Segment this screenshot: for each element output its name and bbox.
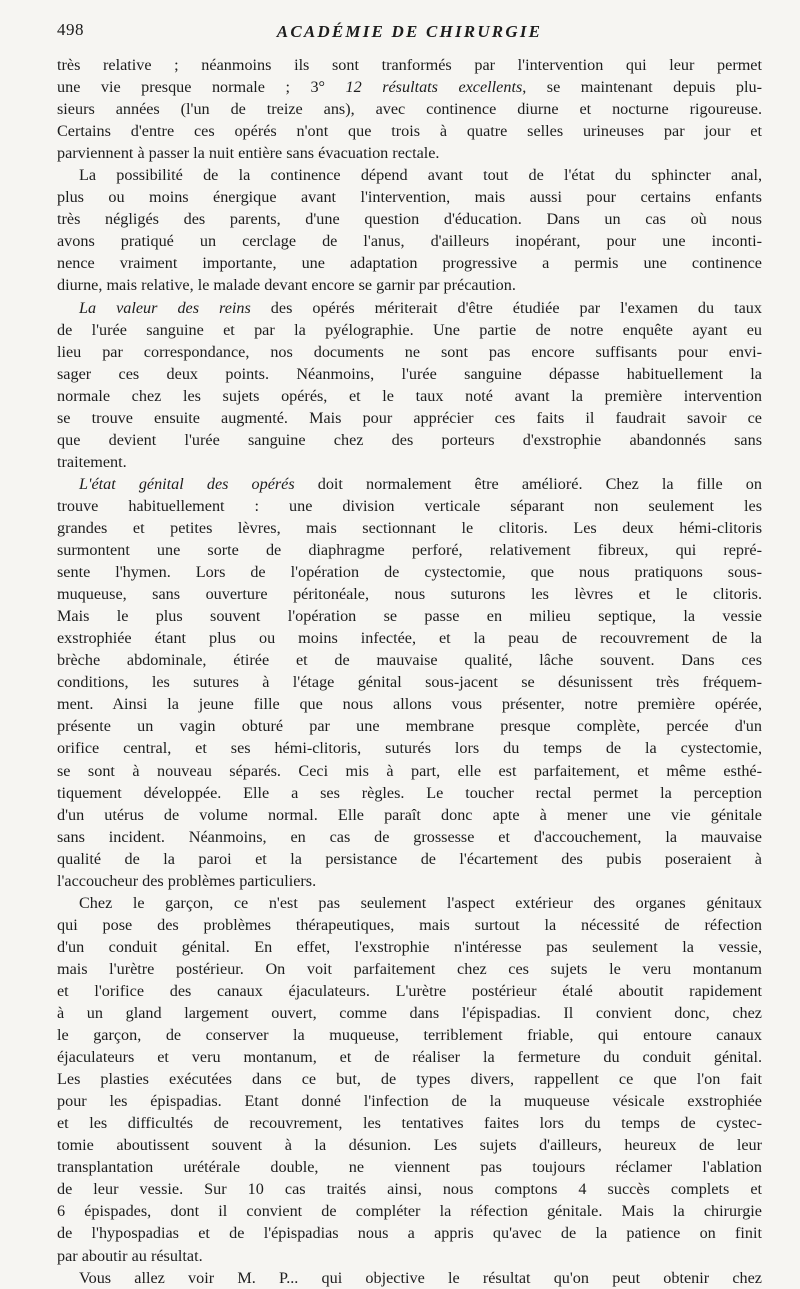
text-line: exstrophiée étant plus ou moins infectée, et la peau de recouvrement de la: [57, 629, 762, 648]
running-head: ACADÉMIE DE CHIRURGIE: [276, 22, 543, 41]
body-text: [57, 54, 762, 1289]
text-line: 6 épispades, dont il convient de compléter la réfection génitale. Mais la chirurgie: [57, 1202, 762, 1221]
text-line: et l'orifice des canaux éjaculateurs. L'urètre postérieur étalé aboutit rapidement: [57, 981, 762, 1000]
text-line: ment. Ainsi la jeune fille que nous allons vous présenter, notre première opérée,: [57, 695, 762, 714]
text-line: de l'hypospadias et de l'épispadias nous a appris qu'avec de la patience on finit: [57, 1224, 762, 1243]
text-line: et les difficultés de recouvrement, les tentatives faites lors du temps de cystec-: [57, 1114, 762, 1133]
text-line: Chez le garçon, ce n'est pas seulement l'aspect extérieur des organes génitaux: [79, 893, 762, 912]
text-line: très négligés des parents, d'une question d'éducation. Dans un cas où nous: [57, 210, 762, 229]
paragraph: [57, 892, 762, 1267]
text-line: Les plasties exécutées dans ce but, de types divers, rappellent ce que l'on fait: [57, 1070, 762, 1089]
text-line: mais l'urètre postérieur. On voit parfaitement chez ces sujets le veru montanum: [57, 959, 762, 978]
text-line: brèche abdominale, étirée et de mauvaise qualité, lâche souvent. Dans ces: [57, 651, 762, 670]
text-line: transplantation urétérale double, ne viennent pas toujours réclamer l'ablation: [57, 1158, 762, 1177]
text-line: muqueuse, sans ouverture péritonéale, nous suturons les lèvres et le clitoris.: [57, 585, 762, 604]
text-line: trouve habituellement : une division verticale séparant non seulement les: [57, 496, 762, 515]
text-line: le garçon, de conserver la muqueuse, terriblement friable, qui entoure canaux: [57, 1026, 762, 1045]
text-line: Certains d'entre ces opérés n'ont que trois à quatre selles urineuses par jour et: [57, 122, 762, 141]
text-line: L'état génital des opérés doit normalement être amélioré. Chez la fille on: [79, 474, 762, 493]
text-line: conditions, les sutures à l'étage génital sous-jacent se désunissent très fréquem-: [57, 673, 762, 692]
text-line: normale chez les sujets opérés, et le taux noté avant la première intervention: [57, 386, 762, 405]
text-line: plus ou moins énergique avant l'intervention, mais aussi pour certains enfants: [57, 188, 762, 207]
text-line: La possibilité de la continence dépend avant tout de l'état du sphincter anal,: [79, 166, 762, 185]
text-line: Mais le plus souvent l'opération se passe en milieu septique, la vessie: [57, 607, 762, 626]
text-line: traitement.: [57, 452, 127, 471]
text-line: d'un conduit génital. En effet, l'exstrophie n'intéresse pas seulement la vessie,: [57, 937, 762, 956]
paragraph: [57, 473, 762, 892]
text-line: à un gland largement ouvert, comme dans l'épispadias. Il convient donc, chez: [57, 1004, 762, 1023]
text-line: de leur vessie. Sur 10 cas traités ainsi, nous comptons 4 succès complets et: [57, 1180, 762, 1199]
text-line: très relative ; néanmoins ils sont tranformés par l'intervention qui leur permet: [57, 56, 762, 74]
page-number: 498: [57, 20, 84, 39]
text-line: qui pose des problèmes thérapeutiques, mais surtout la nécessité de réfection: [57, 915, 762, 934]
text-line: Vous allez voir M. P... qui objective le résultat qu'on peut obtenir chez: [79, 1268, 762, 1287]
text-line: surmontent une sorte de diaphragme perforé, relativement fibreux, qui repré-: [57, 541, 762, 560]
text-line: lieu par correspondance, nos documents ne sont pas encore suffisants pour envi-: [57, 342, 762, 361]
paragraph: [57, 297, 762, 473]
text-line: par aboutir au résultat.: [57, 1246, 203, 1265]
text-line: présente un vagin obturé par une membrane presque complète, percée d'un: [57, 717, 762, 736]
text-line: avons pratiqué un cerclage de l'anus, d'ailleurs inopérant, pour une inconti-: [57, 232, 762, 251]
text-line: tomie aboutissent souvent à la désunion. Les sujets d'ailleurs, heureux de leur: [57, 1136, 762, 1155]
text-line: de l'urée sanguine et par la pyélographie. Une partie de notre enquête ayant eu: [57, 320, 762, 339]
text-line: pour les épispadias. Etant donné l'infection de la muqueuse vésicale exstrophiée: [57, 1092, 762, 1111]
text-line: qualité de la paroi et la persistance de l'écartement des pubis poseraient à: [57, 849, 762, 868]
text-line: tiquement développée. Elle a ses règles. Le toucher rectal permet la perception: [57, 783, 762, 802]
text-line: que devient l'urée sanguine chez des porteurs d'exstrophie abandonnés sans: [57, 430, 762, 449]
text-line: d'un utérus de volume normal. Elle paraît donc apte à mener une vie génitale: [57, 805, 762, 824]
text-line: nence vraiment importante, une adaptation progressive a permis une continence: [57, 254, 762, 273]
text-line: l'accoucheur des problèmes particuliers.: [57, 871, 317, 890]
text-line: orifice central, et ses hémi-clitoris, suturés lors du temps de la cystectomie,: [57, 739, 762, 758]
text-line: éjaculateurs et veru montanum, et de réaliser la fermeture du conduit génital.: [57, 1048, 762, 1067]
text-line: diurne, mais relative, le malade devant encore se garnir par précaution.: [57, 276, 516, 295]
paragraph: [57, 1267, 762, 1289]
text-line: sente l'hymen. Lors de l'opération de cystectomie, que nous pratiquons sous-: [57, 563, 762, 582]
text-line: La valeur des reins des opérés mériterait d'être étudiée par l'examen du taux: [79, 298, 762, 317]
text-line: sans incident. Néanmoins, en cas de grossesse et d'accouchement, la mauvaise: [57, 827, 762, 846]
text-line: sager ces deux points. Néanmoins, l'urée sanguine dépasse habituellement la: [57, 364, 762, 383]
text-line: se sont à nouveau séparés. Ceci mis à part, elle est parfaitement, et même esthé-: [57, 761, 762, 780]
page-header: [57, 14, 762, 50]
text-line: se trouve ensuite augmenté. Mais pour apprécier ces faits il faudrait savoir ce: [57, 408, 762, 427]
text-line: une vie presque normale ; 3° 12 résultats excellents, se maintenant depuis plu-: [57, 78, 762, 97]
text-line: sieurs années (l'un de treize ans), avec continence diurne et nocturne rigoureuse.: [57, 100, 762, 119]
text-line: grandes et petites lèvres, mais sectionnant le clitoris. Les deux hémi-clitoris: [57, 518, 762, 537]
paragraph: [57, 54, 762, 164]
paragraph: [57, 164, 762, 296]
text-line: parviennent à passer la nuit entière sans évacuation rectale.: [57, 144, 440, 163]
